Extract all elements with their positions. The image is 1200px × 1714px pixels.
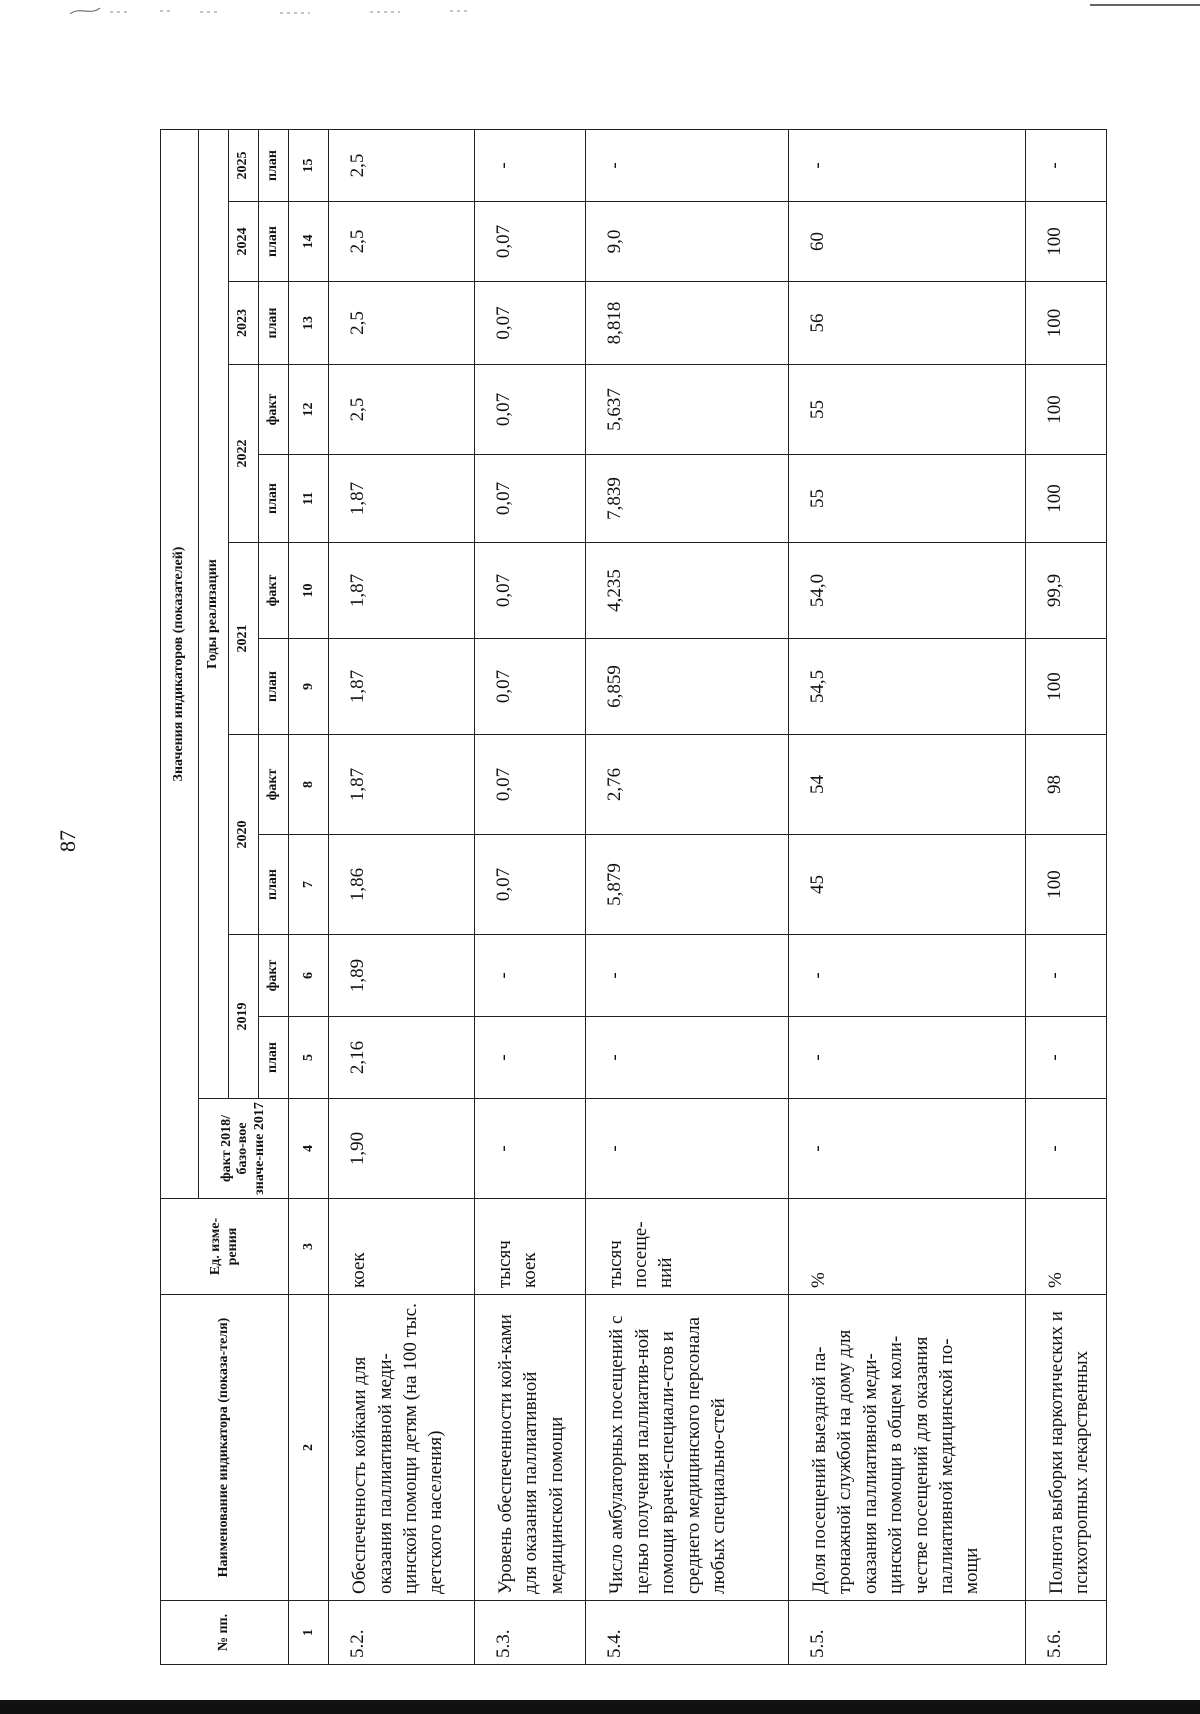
row-value: - [1025,1017,1106,1099]
col-number: 7 [289,835,329,935]
page-number: 87 [55,830,80,852]
row-value: 2,76 [586,735,789,835]
row-value: - [788,935,1025,1017]
row-name: Число амбулаторных посещений с целью получения паллиатив-ной помощи врачей-специали-стов и среднего медицинского персонала любых специально-стей [586,1295,789,1601]
table-row [1025,129,1106,1664]
row-value: 100 [1025,365,1106,455]
row-value: 60 [788,202,1025,282]
row-value: - [1025,935,1106,1017]
row-value: 2,5 [329,202,475,282]
header-year-2025: 2025 [229,129,259,201]
header-year-2024: 2024 [229,202,259,282]
table-row [329,129,475,1664]
rotated-table-container [160,130,1107,1665]
table-row [474,129,585,1664]
col-number: 15 [289,129,329,201]
header-unit: Ед. изме-рения [161,1199,289,1295]
col-number: 13 [289,282,329,365]
row-value: 55 [788,455,1025,543]
row-value: - [586,1099,789,1199]
header-fact: факт [259,365,289,455]
pen-mark [70,2,500,18]
row-value: 100 [1025,282,1106,365]
row-value: 100 [1025,835,1106,935]
row-name: Уровень обеспеченности кой-ками для оказания паллиативной медицинской помощи [474,1295,585,1601]
row-value: 98 [1025,735,1106,835]
col-number: 12 [289,365,329,455]
row-value: - [788,129,1025,201]
header-fact: факт [259,543,289,639]
row-value: 54 [788,735,1025,835]
header-year-2020: 2020 [229,735,259,935]
header-fact: факт [259,735,289,835]
col-number: 10 [289,543,329,639]
header-name: Наименование индикатора (показа-теля) [161,1295,289,1601]
row-value: 100 [1025,639,1106,735]
row-value: 1,89 [329,935,475,1017]
header-year-2023: 2023 [229,282,259,365]
header-year-2022: 2022 [229,365,259,543]
header-plan: план [259,455,289,543]
edge-line [1090,4,1200,6]
row-value: 56 [788,282,1025,365]
row-num: 5.2. [329,1601,475,1665]
row-value: 1,86 [329,835,475,935]
row-num: 5.4. [586,1601,789,1665]
row-value: 0,07 [474,455,585,543]
header-plan: план [259,1017,289,1099]
row-num: 5.6. [1025,1601,1106,1665]
row-value: - [474,1099,585,1199]
header-plan: план [259,129,289,201]
row-name: Доля посещений выездной па-тронажной службой на дому для оказания паллиативной меди-цинской помощи в общем коли-честве посещений для оказания паллиативной медицинской по-мощи [788,1295,1025,1601]
col-number: 14 [289,202,329,282]
scan-bottom-edge [0,1700,1200,1714]
header-plan: план [259,639,289,735]
row-value: 9,0 [586,202,789,282]
table-row [586,129,789,1664]
row-value: - [1025,129,1106,201]
row-value: - [586,129,789,201]
row-name: Обеспеченность койками для оказания паллиативной меди-цинской помощи детям (на 100 тыс. детского населения) [329,1295,475,1601]
header-plan: план [259,835,289,935]
row-unit: % [788,1199,1025,1295]
indicators-table [160,129,1107,1665]
row-value: 0,07 [474,543,585,639]
col-number: 9 [289,639,329,735]
row-value: 0,07 [474,835,585,935]
header-plan: план [259,282,289,365]
col-number: 11 [289,455,329,543]
row-value: 5,879 [586,835,789,935]
header-fact: факт [259,935,289,1017]
row-value: 1,87 [329,455,475,543]
header-year-2019: 2019 [229,935,259,1099]
header-plan: план [259,202,289,282]
row-value: - [474,935,585,1017]
header-num: № пп. [161,1601,289,1665]
row-num: 5.5. [788,1601,1025,1665]
col-number: 3 [289,1199,329,1295]
row-value: - [1025,1099,1106,1199]
table-row [788,129,1025,1664]
col-number: 4 [289,1099,329,1199]
row-value: 0,07 [474,202,585,282]
col-number: 1 [289,1601,329,1665]
row-value: 1,87 [329,735,475,835]
row-value: 2,16 [329,1017,475,1099]
row-unit: % [1025,1199,1106,1295]
col-number: 2 [289,1295,329,1601]
row-value: 54,5 [788,639,1025,735]
row-value: - [586,1017,789,1099]
row-value: 0,07 [474,639,585,735]
row-value: - [788,1099,1025,1199]
row-value: 0,07 [474,735,585,835]
col-number: 8 [289,735,329,835]
row-unit: тысяч посеще-ний [586,1199,789,1295]
header-base: факт 2018/базо-вое значе-ние 2017 [199,1099,289,1199]
row-value: 7,839 [586,455,789,543]
row-value: - [788,1017,1025,1099]
row-value: 100 [1025,455,1106,543]
row-value: 55 [788,365,1025,455]
row-value: 45 [788,835,1025,935]
row-value: 100 [1025,202,1106,282]
row-value: 99,9 [1025,543,1106,639]
row-value: 1,90 [329,1099,475,1199]
header-year-2021: 2021 [229,543,259,735]
header-indicators-values: Значения индикаторов (показателей) [161,129,199,1198]
row-value: 0,07 [474,365,585,455]
col-number: 5 [289,1017,329,1099]
row-value: 0,07 [474,282,585,365]
row-name: Полнота выборки наркотических и психотропных лекарственных [1025,1295,1106,1601]
row-value: - [586,935,789,1017]
row-num: 5.3. [474,1601,585,1665]
row-value: 1,87 [329,543,475,639]
row-value: 1,87 [329,639,475,735]
row-value: 2,5 [329,365,475,455]
row-unit: коек [329,1199,475,1295]
row-value: 6,859 [586,639,789,735]
row-value: 8,818 [586,282,789,365]
row-value: 54,0 [788,543,1025,639]
row-unit: тысяч коек [474,1199,585,1295]
row-value: 4,235 [586,543,789,639]
row-value: - [474,129,585,201]
header-years-realization: Годы реализации [199,129,229,1098]
row-value: - [474,1017,585,1099]
col-number: 6 [289,935,329,1017]
row-value: 2,5 [329,129,475,201]
row-value: 2,5 [329,282,475,365]
row-value: 5,637 [586,365,789,455]
